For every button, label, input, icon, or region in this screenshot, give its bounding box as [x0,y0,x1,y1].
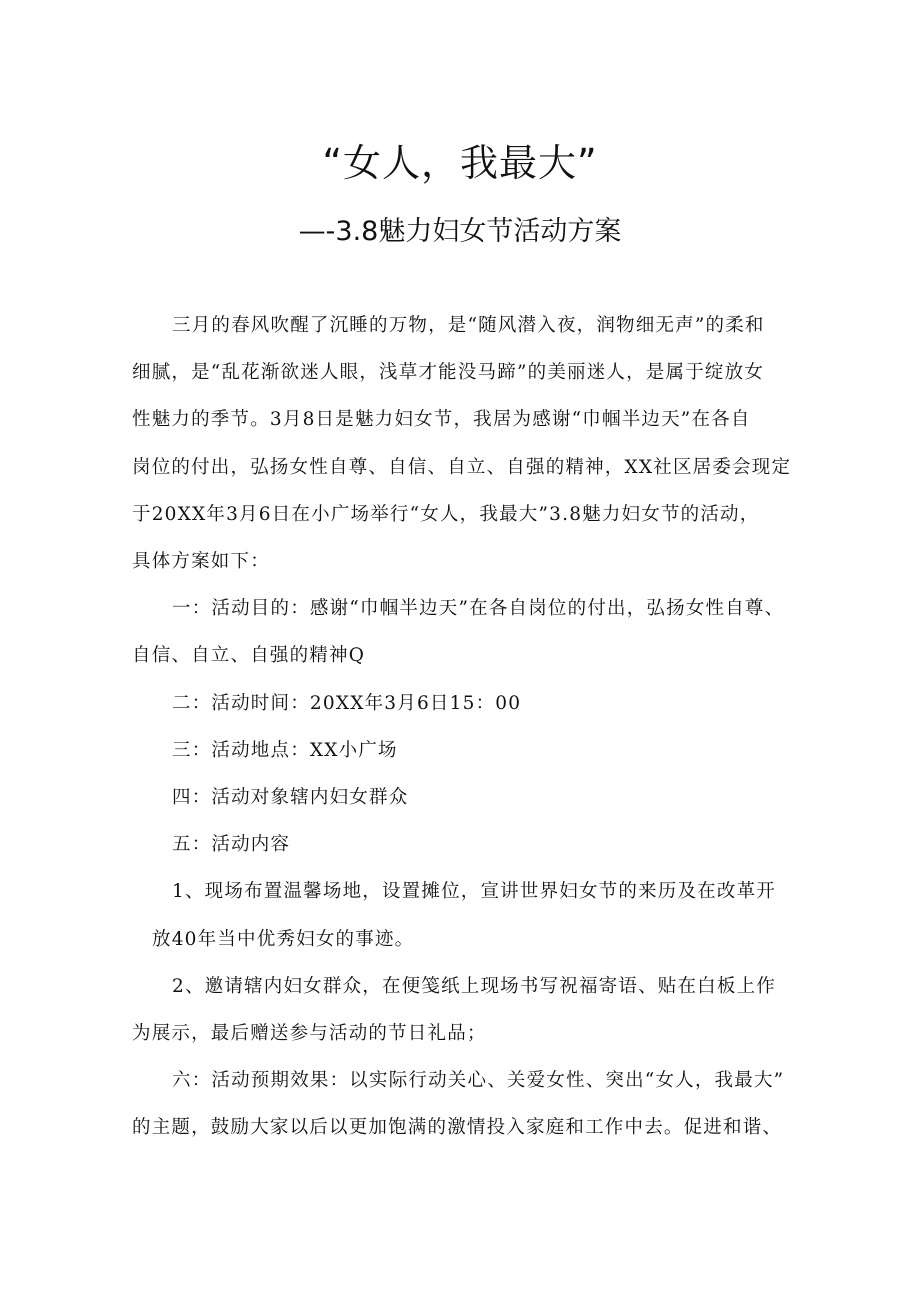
paragraph-line: 于20XX年3月6日在小广场举行“女人，我最大”3.8魅力妇女节的活动， [132,503,760,525]
document-title: “女人，我最大” [322,141,598,185]
paragraph-line: 四：活动对象辖内妇女群众 [172,787,409,809]
paragraph-line: 五：活动内容 [172,834,291,856]
paragraph-line: 自信、自立、自强的精神Q [132,645,366,667]
document-subtitle: —-3.8魅力妇女节活动方案 [298,216,622,247]
paragraph-line: 三月的春风吹醒了沉睡的万物，是“随风潜入夜，润物细无声”的柔和 [172,315,765,336]
paragraph-line: 2、邀请辖内妇女群众，在便笺纸上现场书写祝福寄语、贴在白板上作 [172,975,776,997]
paragraph-line: 的主题，鼓励大家以后以更加饱满的激情投入家庭和工作中去。促进和谐、 [132,1117,783,1139]
paragraph-line: 二：活动时间：20XX年3月6日15：00 [172,692,522,714]
paragraph-line: 一：活动目的：感谢“巾帼半边天”在各自岗位的付出，弘扬女性自尊、 [172,598,785,620]
paragraph-line: 放40年当中优秀妇女的事迹。 [152,928,415,950]
document-body [132,302,804,1152]
paragraph-line: 具体方案如下： [132,551,270,573]
paragraph-line: 性魅力的季节。3月8日是魅力妇女节，我居为感谢“巾帼半边天”在各自 [132,409,751,431]
paragraph-line: 细腻，是“乱花渐欲迷人眼，浅草才能没马蹄”的美丽迷人，是属于绽放女 [132,362,765,384]
paragraph-line: 三：活动地点：XX小广场 [172,739,398,761]
paragraph-line: 1、现场布置温馨场地，设置摊位，宣讲世界妇女节的来历及在改革开 [172,881,776,903]
paragraph-line: 岗位的付出，弘扬女性自尊、自信、自立、自强的精神，XX社区居委会现定 [132,456,792,478]
paragraph-line: 六：活动预期效果：以实际行动关心、关爱女性、突出“女人，我最大” [172,1070,785,1092]
paragraph-line: 为展示，最后赠送参与活动的节日礼品； [132,1023,487,1045]
